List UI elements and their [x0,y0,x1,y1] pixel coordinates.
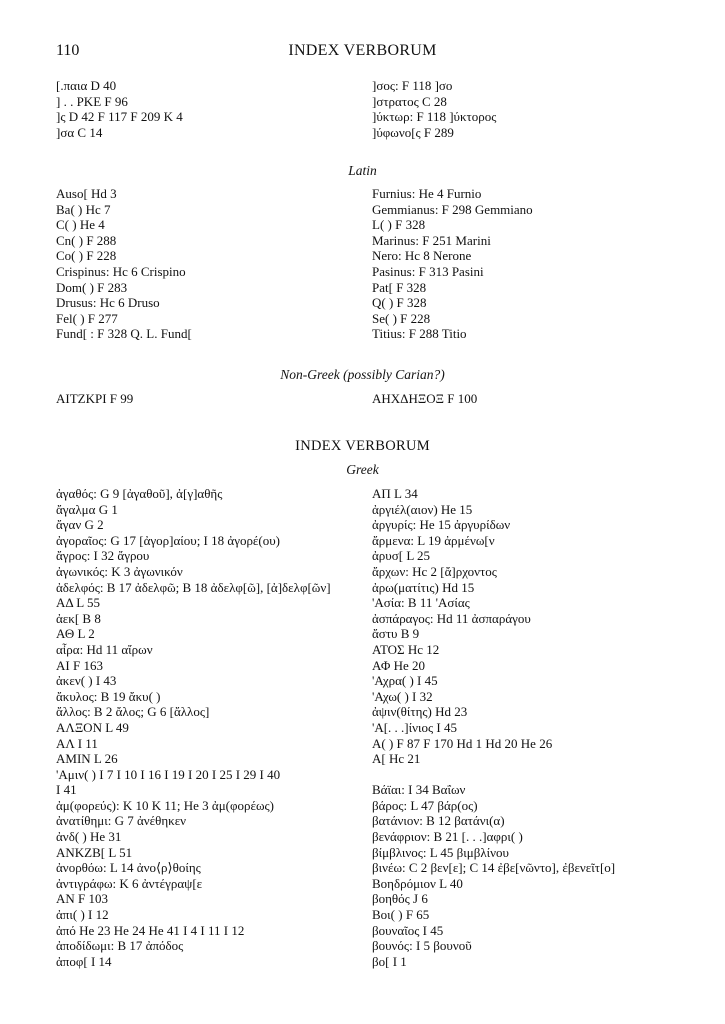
index-entry: ἀγοραῖος: G 17 [ἀγορ]αίου; I 18 ἀγορέ(ου) [56,532,280,548]
index-entry: βο[ I 1 [372,953,407,969]
index-entry: ἀπό He 23 He 24 He 41 I 4 I 11 I 12 [56,922,245,938]
index-entry [372,767,615,783]
index-entry: ἀμ(φορεύς): K 10 K 11; He 3 ἀμ(φορέως) [56,797,274,813]
index-entry: C( ) He 4 [56,217,105,233]
index-entry: Pat[ F 328 [372,279,427,295]
index-entry: ἀγωνικός: K 3 ἀγωνικόν [56,563,183,579]
index-entry: 'Αχρα( ) I 45 [372,673,438,689]
index-entry: ἀγαθός: G 9 [ἀγαθοῦ], ἀ[γ]αθῆς [56,486,223,501]
index-entry: αἶρα: Hd 11 αἴρων [56,641,153,657]
index-entry: ΑΤΟΣ Hc 12 [372,641,440,657]
index-entry: ἀνδ( ) He 31 [56,829,122,845]
index-entry: Titius: F 288 Titio [372,326,467,342]
page-number: 110 [56,42,80,59]
index-entry: 'Αχω( ) I 32 [372,688,433,704]
index-entry: Ba( ) Hc 7 [56,201,111,217]
index-entry: βουνός: I 5 βουνοῦ [372,938,472,954]
top-left-entries [56,78,183,140]
index-entry: 'Ασία: B 11 'Ασίας [372,595,470,611]
index-entry: βάρος: L 47 βάρ(ος) [372,797,478,813]
index-entry: ] . . ΡΚΕ F 96 [56,93,128,109]
index-entry: Nero: Hc 8 Nerone [372,248,472,264]
index-entry: βίμβλινος: L 45 βιμβλίνου [372,844,509,860]
index-entry: ΑΜΙΝ L 26 [56,751,118,767]
index-entry: ἀρυσ[ L 25 [372,548,431,564]
index-entry: Α[ Hc 21 [372,751,421,767]
index-entry: ]στρατος C 28 [372,93,447,109]
index-entry: Co( ) F 228 [56,248,117,264]
index-entry: Βοηδρόμιον L 40 [372,875,463,891]
index-entry: Drusus: Hc 6 Druso [56,295,160,311]
index-entry: ἀεκ[ B 8 [56,610,101,626]
index-entry: ἀδελφός: B 17 ἀδελφῶ; B 18 ἀδελφ[ῶ], [ἀ]δελφ[ῶν] [56,579,331,595]
index-entry: 'Αμιν( ) I 7 I 10 I 16 I 19 I 20 I 25 I 29 I 40 [56,766,281,782]
latin-heading: Latin [348,163,377,178]
index-entry: ἄγαλμα G 1 [56,501,118,517]
index-entry: [.παια D 40 [56,78,117,93]
latin-right-entries [372,186,533,342]
index-entry: Crispinus: Hc 6 Crispino [56,263,186,279]
index-entry: ΑΙ F 163 [56,657,103,673]
index-entry: L( ) F 328 [372,217,426,233]
index-entry: Auso[ Hd 3 [56,186,117,201]
index-entry: ἄγρος: I 32 ἄγρου [56,548,150,564]
index-entry: ΑΝ F 103 [56,891,109,907]
index-entry: Se( ) F 228 [372,310,431,326]
greek-right-entries [372,486,615,969]
index-entry: ἄγαν G 2 [56,517,104,533]
index-entry: Βοι( ) F 65 [372,907,430,923]
index-entry: ἄρμενα: L 19 ἀρμένω[ν [372,532,495,548]
top-right-entries [372,78,496,140]
index-entry: Fund[ : F 328 Q. L. Fund[ [56,326,192,342]
latin-left-entries [56,186,192,342]
index-entry: ἀνορθόω: L 14 ἀνο⟨ρ⟩θοίης [56,860,201,876]
index-entry: ἀργιέλ(αιον) He 15 [372,501,473,517]
index-entry: ]σος: F 118 ]σο [372,78,453,93]
nongreek-heading: Non-Greek (possibly Carian?) [280,367,445,382]
running-header: INDEX VERBORUM [288,42,437,59]
index-entry: I 41 [56,782,77,798]
greek-heading: Greek [346,462,379,477]
index-entry: ἄλλος: B 2 ἄλος; G 6 [ἄλλος] [56,704,210,720]
greek-left-entries [56,486,331,969]
index-entry: βατάνιον: B 12 βατάνι(α) [372,813,505,829]
index-heading: INDEX VERBORUM [295,438,430,454]
index-entry: ἀποφ[ I 14 [56,953,112,969]
index-entry: ΑΝΚΖΒ[ L 51 [56,844,133,860]
index-entry: ἄκυλος: B 19 ἄκυ( ) [56,688,161,704]
index-entry: ἄρχων: Hc 2 [ἄ]ρχοντος [372,563,497,579]
index-entry: ἀργυρίς: He 15 ἀργυρίδων [372,517,511,533]
index-entry: Gemmianus: F 298 Gemmiano [372,201,533,217]
index-entry: ΑΦ He 20 [372,657,426,673]
index-entry: βοηθός J 6 [372,891,428,907]
index-entry: ]ς D 42 F 117 F 209 K 4 [56,109,183,125]
index-entry: Marinus: F 251 Marini [372,232,491,248]
index-entry: Furnius: He 4 Furnio [372,186,482,201]
index-entry: Fel( ) F 277 [56,310,118,326]
index-entry: ἀψιν(θίτης) Hd 23 [372,704,468,720]
index-entry: Dom( ) F 283 [56,279,128,295]
index-entry: ]σα C 14 [56,124,103,140]
nongreek-left-entry: ΑΙΤΖΚΡΙ F 99 [56,391,134,406]
index-entry: ]ύκτωρ: F 118 ]ύκτορος [372,109,497,125]
index-entry: Cn( ) F 288 [56,232,117,248]
index-entry: βουναῖος I 45 [372,922,444,938]
index-entry: ἀσπάραγος: Hd 11 ἀσπαράγου [372,610,531,626]
index-entry: ]ύφωνο[ς F 289 [372,124,454,140]
index-entry: Βάϊαι: I 34 Βαΐων [372,782,466,798]
index-entry: 'Α[. . .]ίνιος I 45 [372,719,457,735]
index-entry: ΑΘ L 2 [56,626,95,642]
index-entry: ΑΔ L 55 [56,595,100,611]
index-entry: ἄστυ B 9 [372,626,420,642]
index-entry: βινέω: C 2 βεν[ε]; C 14 ἐβε[νῶντο], ἐβενεῖτ[ο] [372,860,616,876]
index-entry: ἀκεν( ) I 43 [56,673,117,689]
index-entry: ΑΛ I 11 [56,735,98,751]
index-entry: ἀντιγράφω: K 6 ἀντέγραψ[ε [56,875,203,891]
index-entry: Α( ) F 87 F 170 Hd 1 Hd 20 He 26 [372,735,553,751]
index-entry: Pasinus: F 313 Pasini [372,263,484,279]
index-entry: ἀνατίθημι: G 7 ἀνέθηκεν [56,813,187,829]
index-entry: ἀπι( ) I 12 [56,907,109,923]
index-entry: ΑΠ L 34 [372,486,418,501]
index-entry: ΑΛΞΟΝ L 49 [56,719,129,735]
nongreek-right-entry: ΑΗΧΔΗΞΟΞ F 100 [372,391,478,406]
index-entry: ἀποδίδωμι: B 17 ἀπόδος [56,938,184,954]
index-entry: Q( ) F 328 [372,295,427,311]
index-entry: βενάφριον: B 21 [. . .]αφρι( ) [372,829,523,845]
index-entry: ἀρω(ματίτις) Hd 15 [372,579,475,595]
